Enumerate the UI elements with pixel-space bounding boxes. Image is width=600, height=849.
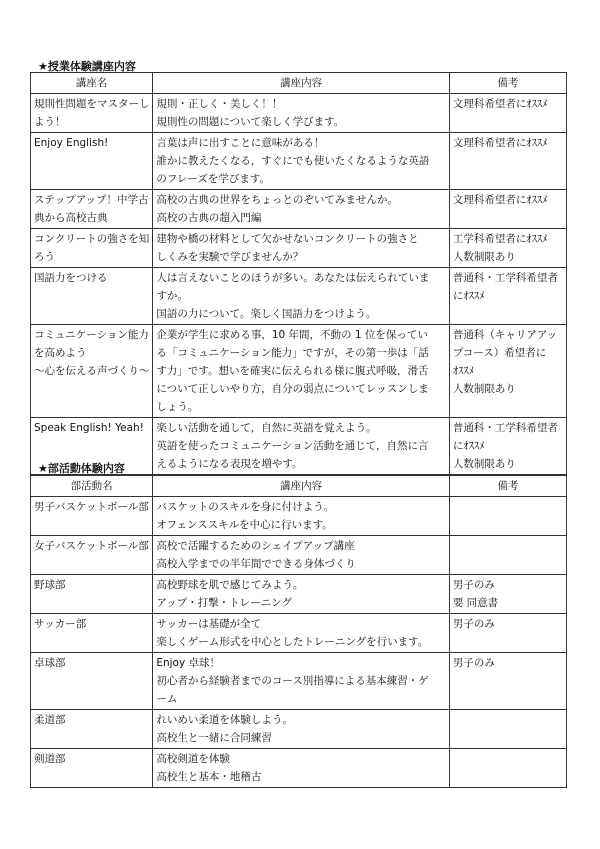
cell-name-line: Enjoy English!: [34, 137, 109, 149]
cell-note: [449, 94, 566, 133]
cell-note: [449, 575, 566, 614]
cell-note: [449, 497, 566, 536]
cell-name: [31, 575, 153, 614]
cell-content-line: バスケットのスキルを身に付けよう。: [156, 501, 335, 513]
club-row: [31, 575, 567, 614]
cell-note-line: 普通科・工学科希望者: [452, 272, 558, 284]
cell-name-line: サッカー部: [34, 618, 87, 630]
cell-name: [31, 94, 153, 133]
lecture-row: [31, 133, 567, 190]
section1-title: ★授業体験講座内容: [38, 60, 136, 73]
cell-content-line: 規則・正しく・美しく！！: [156, 98, 283, 110]
cell-content: [153, 229, 450, 268]
cell-note-line: にｵｽｽﾒ: [452, 440, 485, 452]
lecture-table: [30, 72, 567, 475]
cell-name-line: 男子バスケットボール部: [34, 501, 149, 513]
cell-note-line: 普通科・工学科希望者: [452, 422, 558, 434]
lecture-row: [31, 325, 567, 418]
section2-title: ★部活動体験内容: [38, 462, 125, 475]
lecture-row: [31, 94, 567, 133]
lecture-table-header: [31, 73, 567, 94]
cell-name-line: コンクリートの強さを知: [34, 233, 150, 245]
cell-content-line: 初心者から経験者までのコース別指導による基本練習・ゲ: [156, 675, 429, 687]
cell-content-line: 高校の古典の超入門編: [156, 212, 262, 224]
cell-content-line: 楽しくゲーム形式を中心としたトレーニングを行います。: [156, 636, 429, 648]
cell-content-line: 高校生と一緒に合同練習: [156, 732, 272, 744]
cell-content-line: ーム: [156, 693, 178, 705]
cell-content-line: 人は言えないことのほうが多い。あなたは伝えられていま: [156, 272, 430, 284]
cell-note-line: 人数制限あり: [452, 458, 516, 470]
cell-note-line: [453, 537, 563, 555]
club-table: [30, 475, 567, 788]
cell-content: [153, 710, 450, 749]
cell-content: [153, 94, 450, 133]
cell-note-line: 男子のみ: [452, 579, 495, 591]
cell-content-line: 高校剣道を体験: [156, 753, 230, 765]
cell-note-line: プコース）希望者に: [452, 347, 547, 359]
cell-note: [449, 418, 566, 475]
cell-content-line: すか。: [156, 290, 188, 302]
cell-content-line: 規則性の問題について楽しく学びます。: [156, 116, 345, 128]
cell-content: [153, 749, 450, 788]
cell-content-line: 国語の力について。楽しく国語力をつけよう。: [156, 308, 377, 320]
cell-name-line: ステップアップ！中学古: [34, 194, 149, 206]
cell-note-line: にｵｽｽﾒ: [452, 290, 485, 302]
cell-content-line: Enjoy 卓球！: [156, 657, 221, 669]
cell-content: [153, 653, 450, 710]
cell-name-line: 卓球部: [34, 657, 66, 669]
cell-note: [449, 268, 566, 325]
cell-note: [449, 229, 566, 268]
cell-name-line: を高めよう: [34, 347, 87, 359]
cell-note: [449, 133, 566, 190]
cell-content-line: サッカーは基礎が全て: [156, 618, 262, 630]
cell-name: [31, 133, 153, 190]
club-row: [31, 653, 567, 710]
club-row: [31, 749, 567, 788]
cell-name-line: 典から高校古典: [34, 212, 108, 224]
cell-content: [153, 575, 450, 614]
cell-name-line: 剣道部: [34, 753, 66, 765]
cell-name: [31, 190, 153, 229]
cell-note-line: 文理科希望者にｵｽｽﾒ: [452, 194, 548, 206]
header-club-name: 部活動名: [31, 476, 153, 497]
cell-name-line: コミュニケーション能力: [34, 329, 149, 341]
cell-note: [449, 710, 566, 749]
cell-content-line: 楽しい活動を通して，自然に英語を覚えよう。: [156, 422, 377, 434]
club-table-header: [31, 476, 567, 497]
cell-content-line: 高校野球を肌で感じてみよう。: [156, 579, 304, 591]
header-lecture-name: 講座名: [31, 73, 153, 94]
cell-name-line: 野球部: [34, 579, 66, 591]
cell-note-line: 男子のみ: [452, 618, 495, 630]
lecture-row: [31, 268, 567, 325]
cell-content-line: 企業が学生に求める事，10 年間，不動の 1 位を保ってい: [156, 329, 428, 341]
cell-content-line: す力」です。想いを確実に伝えられる様に腹式呼吸，滑舌: [156, 365, 429, 377]
header-club-note: 備考: [449, 476, 566, 497]
cell-content-line: オフェンススキルを中心に行います。: [156, 519, 333, 531]
cell-content: [153, 536, 450, 575]
cell-name: [31, 749, 153, 788]
header-lecture-note: 備考: [449, 73, 566, 94]
cell-note: [449, 749, 566, 788]
cell-content-line: れいめい柔道を体験しよう。: [156, 714, 293, 726]
cell-content-line: アップ・打撃・トレーニング: [156, 597, 292, 609]
cell-note-line: 普通科（キャリアアッ: [452, 329, 558, 341]
cell-name-line: 柔道部: [34, 714, 66, 726]
cell-content-line: えるようになる表現を増やす。: [156, 458, 303, 470]
cell-name-line: 規則性問題をマスターし: [34, 98, 150, 110]
cell-content-line: について正しいやり方，自分の弱点についてレッスンしま: [156, 383, 429, 395]
cell-content: [153, 325, 450, 418]
cell-name: [31, 536, 153, 575]
cell-content: [153, 190, 450, 229]
cell-name-line: 女子バスケットボール部: [34, 540, 149, 552]
cell-name: [31, 325, 153, 418]
header-club-content: 講座内容: [153, 476, 450, 497]
lecture-row: [31, 190, 567, 229]
cell-name-line: ～心を伝える声づくり～: [34, 365, 150, 377]
cell-content-line: 誰かに教えたくなる，すぐにでも使いたくなるような英語: [156, 155, 430, 167]
club-row: [31, 536, 567, 575]
cell-note-line: 人数制限あり: [452, 251, 516, 263]
lecture-row: [31, 229, 567, 268]
cell-note-line: [453, 711, 563, 729]
cell-note: [449, 325, 566, 418]
cell-note: [449, 190, 566, 229]
cell-name: [31, 229, 153, 268]
cell-note-line: 文理科希望者にｵｽｽﾒ: [452, 98, 548, 110]
cell-note-line: 人数制限あり: [452, 383, 516, 395]
cell-content-line: る「コミュニケーション能力」ですが，その第一歩は「話: [156, 347, 429, 359]
cell-name: [31, 614, 153, 653]
cell-content-line: 高校で活躍するためのシェイプアップ講座: [156, 540, 355, 552]
cell-content-line: 高校入学までの半年間でできる身体づくり: [156, 558, 356, 570]
cell-name-line: ろう: [34, 251, 55, 263]
cell-note-line: [453, 498, 563, 516]
cell-content: [153, 268, 450, 325]
cell-note: [449, 536, 566, 575]
cell-name-line: Speak English! Yeah!: [34, 422, 144, 434]
cell-content-line: 英語を使ったコミュニケーション活動を通じて，自然に言: [156, 440, 429, 452]
cell-note: [449, 653, 566, 710]
cell-note-line: 工学科希望者にｵｽｽﾒ: [452, 233, 548, 245]
cell-note-line: 男子のみ: [452, 657, 495, 669]
cell-note-line: 要 同意書: [452, 597, 499, 609]
cell-name-line: よう！: [34, 116, 66, 128]
cell-content-line: しくみを実験で学びませんか？: [156, 251, 304, 263]
cell-name: [31, 653, 153, 710]
cell-content-line: のフレーズを学びます。: [156, 173, 271, 185]
cell-content-line: 高校の古典の世界をちょっとのぞいてみませんか。: [156, 194, 398, 206]
cell-content: [153, 418, 450, 475]
club-row: [31, 497, 567, 536]
cell-content-line: 高校生と基本・地稽古: [156, 771, 262, 783]
cell-note-line: ｵｽｽﾒ: [452, 365, 474, 377]
cell-content-line: 建物や橋の材料として欠かせないコンクリートの強さと: [156, 233, 419, 245]
cell-content-line: しょう。: [156, 401, 199, 413]
cell-name: [31, 497, 153, 536]
cell-content: [153, 133, 450, 190]
cell-note-line: [453, 750, 563, 768]
cell-name: [31, 710, 153, 749]
cell-content: [153, 497, 450, 536]
cell-note: [449, 614, 566, 653]
cell-name-line: 国語力をつける: [34, 272, 108, 284]
cell-note-line: 文理科希望者にｵｽｽﾒ: [452, 137, 548, 149]
cell-name: [31, 268, 153, 325]
club-row: [31, 710, 567, 749]
club-row: [31, 614, 567, 653]
cell-content-line: 言葉は声に出すことに意味がある！: [156, 137, 325, 149]
header-lecture-content: 講座内容: [153, 73, 450, 94]
cell-content: [153, 614, 450, 653]
